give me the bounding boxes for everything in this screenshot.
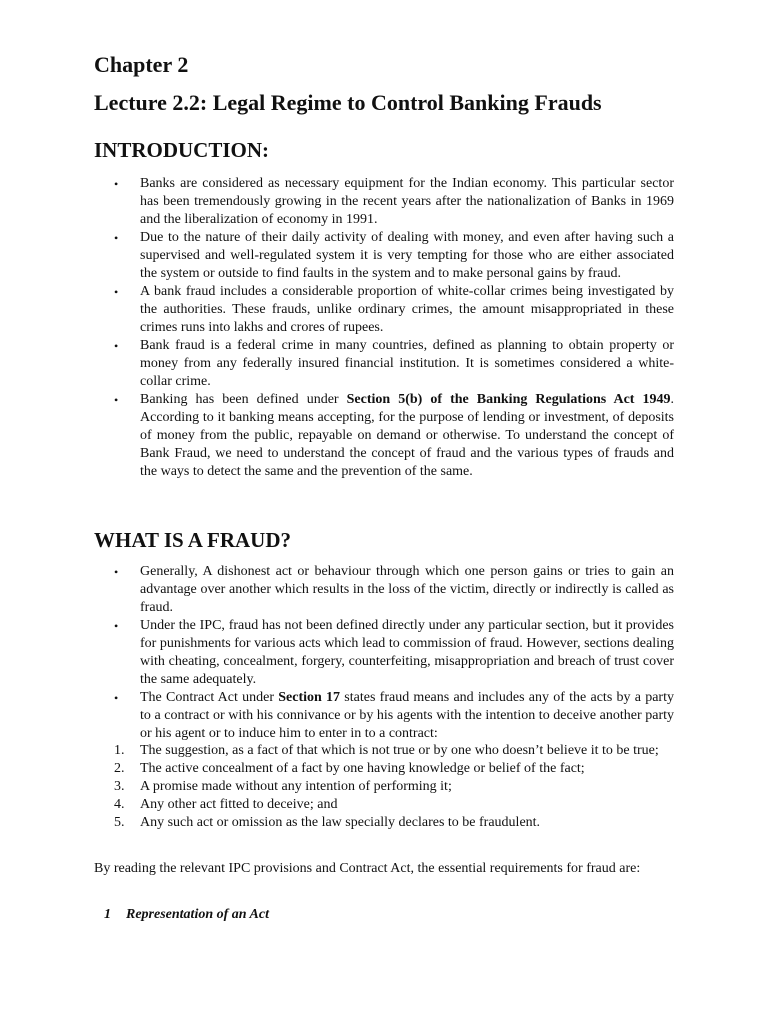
numbered-item bbox=[94, 796, 674, 814]
bullet-text-continued: . According to it banking means accepting, for the purpose of lending or investment, of deposits of money from the public, repayable on demand or otherwise. To understand the concept of Bank Fraud, we need to understand the concept of fraud and the various types of frauds and the ways to detect the same and the prevention of the same. bbox=[140, 392, 674, 479]
subheading-representation bbox=[104, 906, 269, 924]
bullet-item bbox=[94, 391, 674, 481]
bullet-text: Banks are considered as necessary equipment for the Indian economy. This particular sector has been tremendously growing in the recent years after the nationalization of Banks in 1969 and the liberalization of economy in 1991. bbox=[140, 176, 674, 227]
item-text: A promise made without any intention of performing it; bbox=[140, 779, 452, 794]
item-text: The active concealment of a fact by one having knowledge or belief of the fact; bbox=[140, 761, 585, 776]
item-number: 1. bbox=[114, 743, 125, 758]
item-text: The suggestion, as a fact of that which is not true or by one who doesn’t believe it to be true; bbox=[140, 743, 659, 758]
fraud-bullet-list bbox=[94, 563, 674, 743]
bullet-item bbox=[94, 175, 674, 229]
bullet-item bbox=[94, 617, 674, 689]
item-text: Any other act fitted to deceive; and bbox=[140, 797, 338, 812]
what-is-fraud-heading: WHAT IS A FRAUD? bbox=[94, 528, 292, 552]
bullet-text: A bank fraud includes a considerable proportion of white-collar crimes being investigated by the authorities. These frauds, unlike ordinary crimes, the amount misappropriated in these crimes runs into lakhs and crores of rupees. bbox=[140, 284, 674, 335]
introduction-bullet-list bbox=[94, 175, 674, 481]
bullet-text: Due to the nature of their daily activity of dealing with money, and even after having such a supervised and well-regulated system it is very tempting for those who are either associated the system or outside to find faults in the system and to make personal gains by fraud. bbox=[140, 230, 674, 281]
bullet-text: Generally, A dishonest act or behaviour through which one person gains or tries to gain an advantage over another which results in the loss of the victim, directly or indirectly is called as fraud. bbox=[140, 564, 674, 615]
item-number: 2. bbox=[114, 761, 125, 776]
bullet-text: The Contract Act under bbox=[140, 690, 279, 705]
chapter-heading: Chapter 2 bbox=[94, 52, 189, 77]
item-text: Any such act or omission as the law specially declares to be fraudulent. bbox=[140, 815, 541, 830]
subheading-text: Representation of an Act bbox=[126, 907, 269, 922]
subheading-number: 1 bbox=[104, 907, 111, 922]
numbered-item bbox=[94, 778, 674, 796]
bullet-icon: • bbox=[114, 285, 119, 299]
bullet-text-continued: states fraud means and includes any of the acts by a party to a contract or with his connivance or by his agents with the intention to deceive another party or his agent or to induce him to enter in to a contract: bbox=[140, 690, 674, 741]
numbered-item bbox=[94, 742, 674, 760]
bullet-icon: • bbox=[114, 231, 119, 245]
bullet-icon: • bbox=[114, 339, 119, 353]
bullet-item bbox=[94, 689, 674, 743]
bullet-icon: • bbox=[114, 177, 119, 191]
item-number: 4. bbox=[114, 797, 125, 812]
fraud-acts-numbered-list bbox=[94, 742, 674, 832]
bullet-text: Under the IPC, fraud has not been defined directly under any particular section, but it provides for punishments for various acts which lead to commission of fraud. However, sections dealing with cheating, concealment, forgery, counterfeiting, misappropriation and breach of trust cover the same adequately. bbox=[140, 618, 674, 687]
bullet-bold-text: Section 17 bbox=[278, 690, 341, 705]
lecture-title: Lecture 2.2: Legal Regime to Control Banking Frauds bbox=[94, 90, 602, 115]
bullet-icon: • bbox=[114, 619, 119, 633]
bullet-icon: • bbox=[114, 393, 119, 407]
closing-paragraph: By reading the relevant IPC provisions and Contract Act, the essential requirements for fraud are: bbox=[94, 861, 641, 876]
bullet-item bbox=[94, 337, 674, 391]
numbered-item bbox=[94, 814, 674, 832]
introduction-heading: INTRODUCTION: bbox=[94, 138, 270, 162]
numbered-item bbox=[94, 760, 674, 778]
bullet-item bbox=[94, 229, 674, 283]
bullet-text: Banking has been defined under bbox=[140, 392, 347, 407]
bullet-item bbox=[94, 283, 674, 337]
item-number: 3. bbox=[114, 779, 125, 794]
bullet-bold-text: Section 5(b) of the Banking Regulations Act 1949 bbox=[346, 392, 671, 407]
item-number: 5. bbox=[114, 815, 125, 830]
bullet-text: Bank fraud is a federal crime in many countries, defined as planning to obtain property or money from any federally insured financial institution. It is sometimes considered a white-collar crime. bbox=[140, 338, 674, 389]
bullet-icon: • bbox=[114, 565, 119, 579]
bullet-icon: • bbox=[114, 691, 119, 705]
bullet-item bbox=[94, 563, 674, 617]
